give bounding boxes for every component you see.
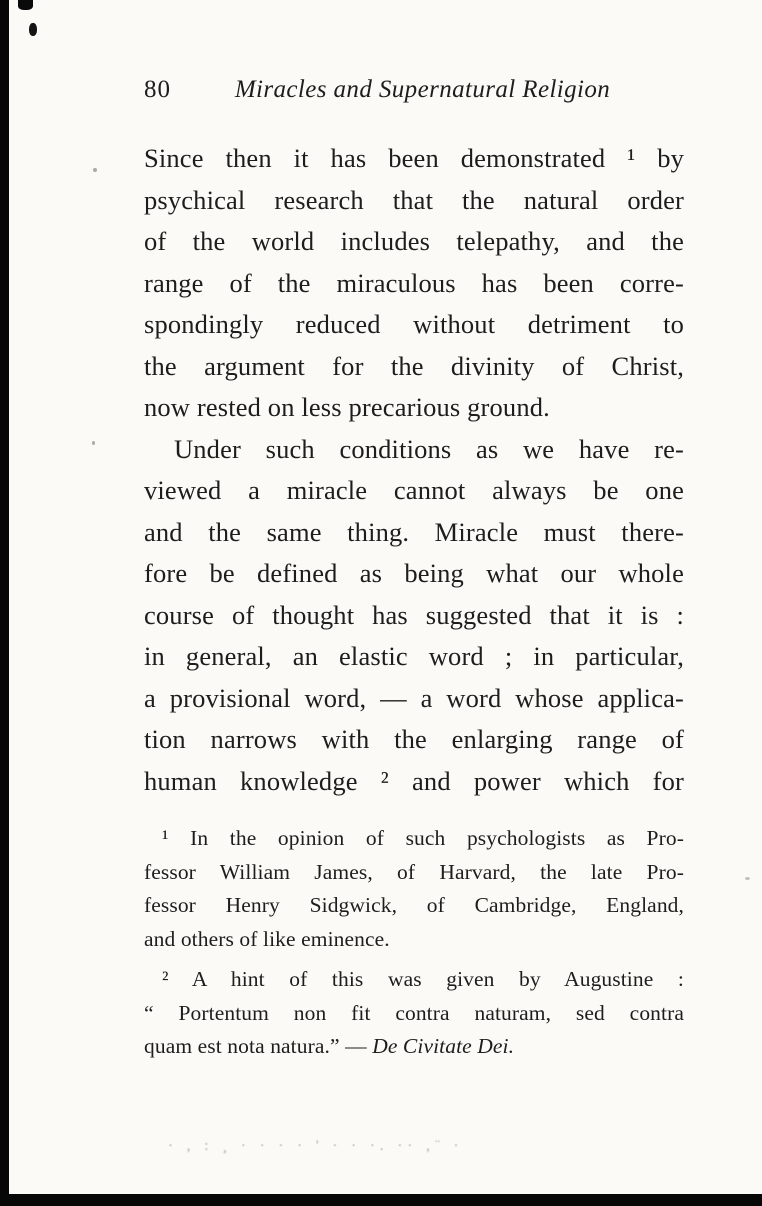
text-line: of the world includes telepathy, and the <box>144 226 684 256</box>
scan-edge-bottom <box>0 1194 762 1206</box>
paragraph <box>144 138 684 429</box>
text-line: and the same thing. Miracle must there- <box>144 516 684 547</box>
text-line: psychical research that the natural order <box>144 184 684 215</box>
text-line: spondingly reduced without detriment to <box>144 309 684 339</box>
text-line: course of thought has suggested that it is : <box>144 599 684 630</box>
footnote-citation: De Civitate Dei. <box>372 1034 515 1058</box>
paragraph <box>144 429 684 803</box>
text-line: a provisional word, — a word whose applica- <box>144 682 684 713</box>
footnote-line: “ Portentum non fit contra naturam, sed contra <box>144 1000 684 1025</box>
scan-speck <box>93 168 97 172</box>
text-line: tion narrows with the enlarging range of <box>144 724 684 754</box>
text-line: Since then it has been demonstrated ¹ by <box>144 143 684 173</box>
body-text <box>144 138 684 802</box>
footnote-line: ¹ In the opinion of such psychologists as Pro- <box>162 826 684 850</box>
footnote-text: quam est nota natura.” — <box>144 1034 373 1058</box>
text-line: the argument for the divinity of Christ, <box>144 350 684 381</box>
scan-speck <box>745 877 750 880</box>
scan-mark <box>18 0 33 10</box>
footnote-line: ² A hint of this was given by Augustine : <box>162 967 684 991</box>
text-line: fore be defined as being what our whole <box>144 558 684 588</box>
text-line: Under such conditions as we have re- <box>174 433 684 464</box>
footnote-line: fessor Henry Sidgwick, of Cambridge, England, <box>144 893 684 917</box>
footnote-line: fessor William James, of Harvard, the late Pro- <box>144 859 684 884</box>
scan-speck <box>92 441 95 445</box>
text-line: range of the miraculous has been corre- <box>144 267 684 298</box>
text-line: viewed a miracle cannot always be one <box>144 475 684 505</box>
footnote-line: and others of like eminence. <box>144 926 390 951</box>
scan-noise: · , : ¸ · · · · ' · · ·. ·· ,¨ · <box>168 1138 464 1154</box>
footnotes <box>144 822 684 1064</box>
running-title: Miracles and Supernatural Religion <box>234 76 611 103</box>
text-line: human knowledge ² and power which for <box>144 765 684 796</box>
page-number: 80 <box>144 76 171 103</box>
text-line: now rested on less precarious ground. <box>144 392 550 422</box>
footnote-line <box>144 1030 684 1064</box>
scan-mark <box>29 23 37 36</box>
text-line: in general, an elastic word ; in particular, <box>144 641 684 671</box>
footnote <box>144 963 684 1064</box>
page-header <box>144 76 684 104</box>
footnote <box>144 822 684 956</box>
scan-edge-left <box>0 0 9 1206</box>
